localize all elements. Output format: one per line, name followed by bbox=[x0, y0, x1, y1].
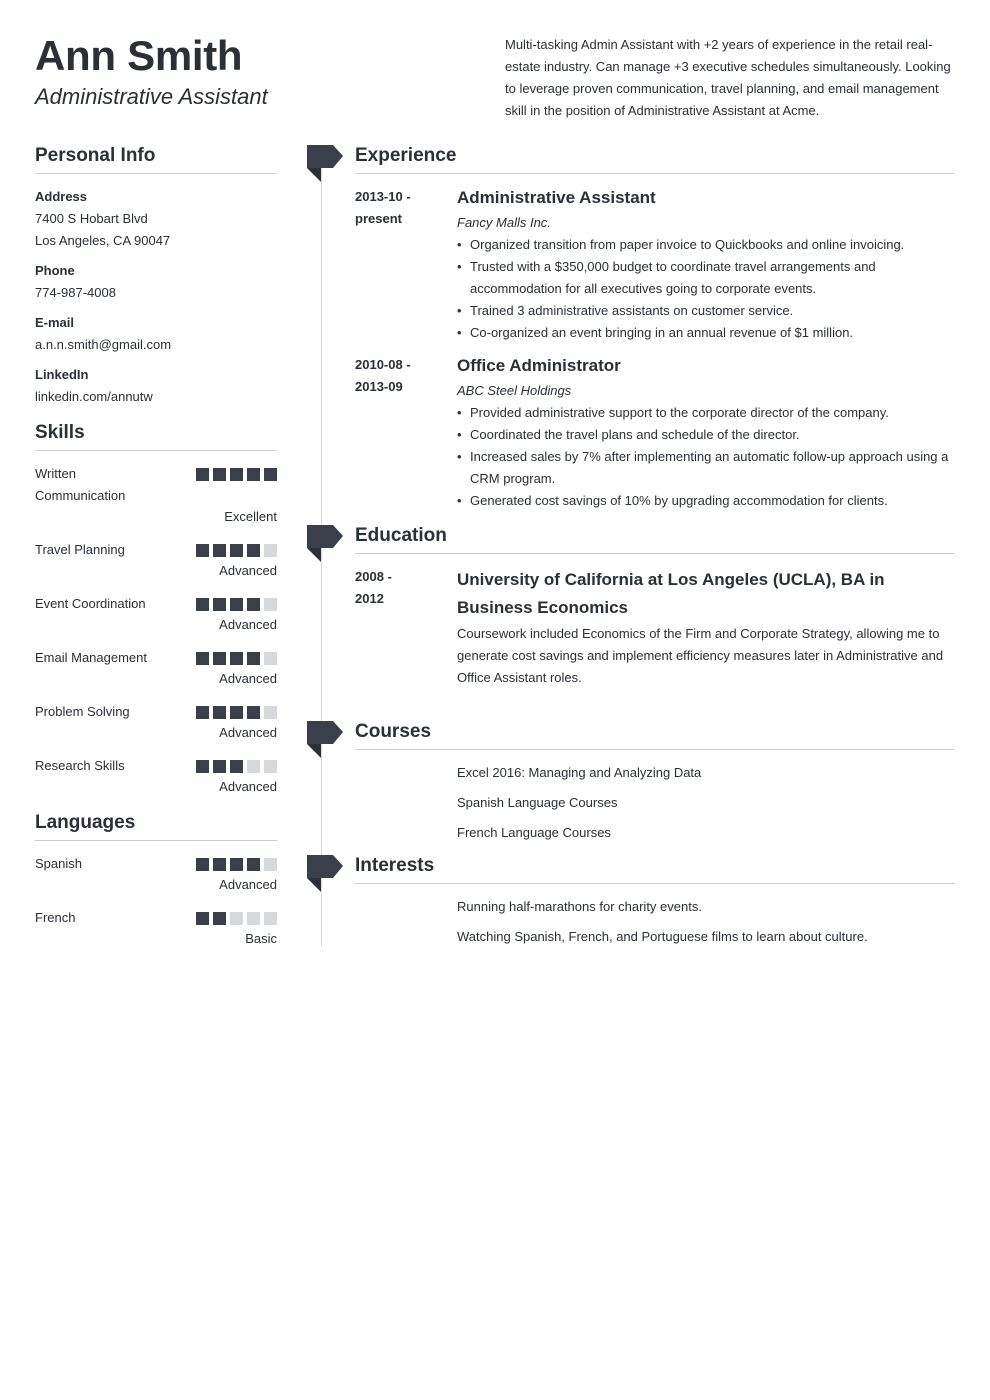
linkedin-block bbox=[35, 364, 277, 408]
candidate-name: Ann Smith bbox=[35, 32, 243, 79]
rating-item bbox=[35, 463, 277, 527]
candidate-title: Administrative Assistant bbox=[35, 84, 268, 109]
rating-square-filled bbox=[213, 858, 226, 871]
courses-section bbox=[355, 721, 955, 852]
interest-item: Watching Spanish, French, and Portuguese films to learn about culture. bbox=[457, 929, 868, 944]
rating-item bbox=[35, 539, 277, 581]
skills-section bbox=[35, 422, 277, 797]
rating-name: Written Communication bbox=[35, 466, 126, 503]
course-item: French Language Courses bbox=[457, 825, 611, 840]
education-entry bbox=[355, 566, 955, 689]
rating-level: Advanced bbox=[219, 563, 277, 578]
education-section bbox=[355, 525, 955, 689]
rating-row bbox=[35, 539, 277, 561]
rating-square-filled bbox=[196, 912, 209, 925]
phone-label: Phone bbox=[35, 263, 75, 278]
rating-square-filled bbox=[247, 544, 260, 557]
experience-heading: Experience bbox=[355, 145, 955, 174]
address-block bbox=[35, 186, 277, 252]
rating-level: Advanced bbox=[219, 617, 277, 632]
phone-block bbox=[35, 260, 277, 304]
rating-square-empty bbox=[247, 912, 260, 925]
address-label: Address bbox=[35, 189, 88, 204]
degree-title: University of California at Los Angeles (UCLA), BA in Business Economics bbox=[457, 570, 885, 617]
rating-square-filled bbox=[213, 544, 226, 557]
education-body bbox=[457, 566, 955, 689]
languages-section bbox=[35, 812, 277, 949]
linkedin-value: linkedin.com/annutw bbox=[35, 389, 153, 404]
rating-square-filled bbox=[213, 652, 226, 665]
rating-square-filled bbox=[230, 468, 243, 481]
experience-flag-icon bbox=[307, 145, 343, 183]
rating-square-empty bbox=[230, 912, 243, 925]
interests-list bbox=[457, 896, 955, 948]
interest-item: Running half-marathons for charity events. bbox=[457, 899, 702, 914]
address-line-1: 7400 S Hobart Blvd bbox=[35, 211, 148, 226]
rating-row bbox=[35, 647, 277, 669]
rating-square-filled bbox=[196, 544, 209, 557]
date-end: 2013-09 bbox=[355, 379, 403, 394]
date-start: 2010-08 - bbox=[355, 357, 411, 372]
rating-row bbox=[35, 463, 277, 507]
achievement-item: • Coordinated the travel plans and schedule of the director. bbox=[457, 424, 955, 446]
rating-item bbox=[35, 907, 277, 949]
rating-square-filled bbox=[230, 706, 243, 719]
rating-square-filled bbox=[196, 760, 209, 773]
rating-square-filled bbox=[213, 706, 226, 719]
rating-dots bbox=[196, 544, 277, 557]
rating-square-filled bbox=[213, 912, 226, 925]
job-title: Office Administrator bbox=[457, 356, 621, 375]
rating-name: French bbox=[35, 910, 76, 925]
rating-square-filled bbox=[196, 652, 209, 665]
phone-value: 774-987-4008 bbox=[35, 285, 116, 300]
personal-info-heading: Personal Info bbox=[35, 145, 277, 174]
rating-row bbox=[35, 907, 277, 929]
interests-flag-icon bbox=[307, 855, 343, 893]
interests-section bbox=[355, 855, 955, 956]
achievement-item: • Increased sales by 7% after implementing an automatic follow-up approach using a CRM program. bbox=[457, 446, 955, 490]
rating-square-empty bbox=[264, 652, 277, 665]
rating-name: Travel Planning bbox=[35, 542, 125, 557]
rating-square-filled bbox=[230, 760, 243, 773]
rating-dots bbox=[196, 598, 277, 611]
date-end: 2012 bbox=[355, 591, 384, 606]
rating-square-filled bbox=[213, 468, 226, 481]
rating-square-filled bbox=[213, 598, 226, 611]
rating-square-filled bbox=[230, 652, 243, 665]
summary-text: Multi-tasking Admin Assistant with +2 years of experience in the retail real-estate industry. Can manage +3 executive schedules simultaneously. Looking to leverage proven communication, travel planning, and email management skill in the position of Administrative Assistant at Acme. bbox=[505, 37, 951, 118]
rating-item bbox=[35, 701, 277, 743]
rating-dots bbox=[196, 858, 277, 871]
languages-list bbox=[35, 853, 277, 949]
experience-date bbox=[355, 354, 445, 398]
course-item: Spanish Language Courses bbox=[457, 795, 618, 810]
rating-square-filled bbox=[230, 598, 243, 611]
achievement-item: • Organized transition from paper invoice to Quickbooks and online invoicing. bbox=[457, 234, 955, 256]
rating-level: Advanced bbox=[219, 671, 277, 686]
education-heading: Education bbox=[355, 525, 955, 554]
skills-heading: Skills bbox=[35, 422, 277, 451]
rating-level: Advanced bbox=[219, 877, 277, 892]
rating-name: Research Skills bbox=[35, 758, 125, 773]
rating-name: Spanish bbox=[35, 856, 82, 871]
rating-item bbox=[35, 647, 277, 689]
rating-square-filled bbox=[230, 858, 243, 871]
rating-dots bbox=[196, 468, 277, 481]
rating-level: Excellent bbox=[224, 509, 277, 524]
rating-name: Event Coordination bbox=[35, 596, 146, 611]
rating-square-filled bbox=[264, 468, 277, 481]
rating-square-empty bbox=[264, 544, 277, 557]
experience-body bbox=[457, 186, 955, 344]
rating-square-empty bbox=[264, 598, 277, 611]
achievement-item: • Co-organized an event bringing in an annual revenue of $1 million. bbox=[457, 322, 955, 344]
interests-heading: Interests bbox=[355, 855, 955, 884]
email-label: E-mail bbox=[35, 315, 75, 330]
company-name: ABC Steel Holdings bbox=[457, 383, 572, 398]
rating-square-filled bbox=[213, 760, 226, 773]
courses-flag-icon bbox=[307, 721, 343, 759]
rating-level: Basic bbox=[245, 931, 277, 946]
achievement-item: • Trusted with a $350,000 budget to coordinate travel arrangements and accommodation for all executives going to corporate events. bbox=[457, 256, 955, 300]
rating-square-empty bbox=[264, 858, 277, 871]
experience-section bbox=[355, 145, 955, 512]
rating-dots bbox=[196, 652, 277, 665]
resume-header bbox=[35, 30, 955, 130]
languages-heading: Languages bbox=[35, 812, 277, 841]
rating-square-filled bbox=[247, 652, 260, 665]
rating-dots bbox=[196, 706, 277, 719]
rating-square-filled bbox=[247, 598, 260, 611]
rating-name: Problem Solving bbox=[35, 704, 130, 719]
job-title: Administrative Assistant bbox=[457, 188, 656, 207]
date-end: present bbox=[355, 211, 402, 226]
rating-square-filled bbox=[196, 598, 209, 611]
achievement-item: • Trained 3 administrative assistants on customer service. bbox=[457, 300, 955, 322]
rating-dots bbox=[196, 912, 277, 925]
courses-heading: Courses bbox=[355, 721, 955, 750]
courses-list bbox=[457, 762, 955, 844]
address-line-2: Los Angeles, CA 90047 bbox=[35, 233, 171, 248]
company-name: Fancy Malls Inc. bbox=[457, 215, 551, 230]
linkedin-label: LinkedIn bbox=[35, 367, 89, 382]
email-value: a.n.n.smith@gmail.com bbox=[35, 337, 172, 352]
rating-name: Email Management bbox=[35, 650, 147, 665]
achievement-list bbox=[457, 234, 955, 344]
date-start: 2008 - bbox=[355, 569, 392, 584]
left-column bbox=[35, 145, 277, 949]
rating-square-filled bbox=[230, 544, 243, 557]
achievement-item: • Generated cost savings of 10% by upgrading accommodation for clients. bbox=[457, 490, 955, 512]
rating-level: Advanced bbox=[219, 725, 277, 740]
rating-square-empty bbox=[264, 912, 277, 925]
rating-item bbox=[35, 755, 277, 797]
rating-item bbox=[35, 593, 277, 635]
rating-level: Advanced bbox=[219, 779, 277, 794]
rating-square-empty bbox=[264, 760, 277, 773]
education-date bbox=[355, 566, 445, 610]
rating-square-empty bbox=[247, 760, 260, 773]
skills-list bbox=[35, 463, 277, 797]
rating-square-filled bbox=[196, 858, 209, 871]
education-description: Coursework included Economics of the Firm and Corporate Strategy, allowing me to generate cost savings and implement efficiency measures later in Administrative and Office Assistant roles. bbox=[457, 626, 944, 685]
achievement-list bbox=[457, 402, 955, 512]
rating-square-filled bbox=[247, 706, 260, 719]
education-flag-icon bbox=[307, 525, 343, 563]
date-start: 2013-10 - bbox=[355, 189, 411, 204]
email-block bbox=[35, 312, 277, 356]
rating-square-filled bbox=[196, 468, 209, 481]
course-item: Excel 2016: Managing and Analyzing Data bbox=[457, 765, 702, 780]
experience-entry bbox=[355, 186, 955, 344]
rating-square-filled bbox=[247, 468, 260, 481]
rating-row bbox=[35, 755, 277, 777]
experience-entry bbox=[355, 354, 955, 512]
rating-square-empty bbox=[264, 706, 277, 719]
achievement-item: • Provided administrative support to the corporate director of the company. bbox=[457, 402, 955, 424]
rating-row bbox=[35, 853, 277, 875]
experience-body bbox=[457, 354, 955, 512]
rating-square-filled bbox=[247, 858, 260, 871]
rating-row bbox=[35, 701, 277, 723]
rating-item bbox=[35, 853, 277, 895]
experience-date bbox=[355, 186, 445, 230]
rating-square-filled bbox=[196, 706, 209, 719]
rating-row bbox=[35, 593, 277, 615]
rating-dots bbox=[196, 760, 277, 773]
